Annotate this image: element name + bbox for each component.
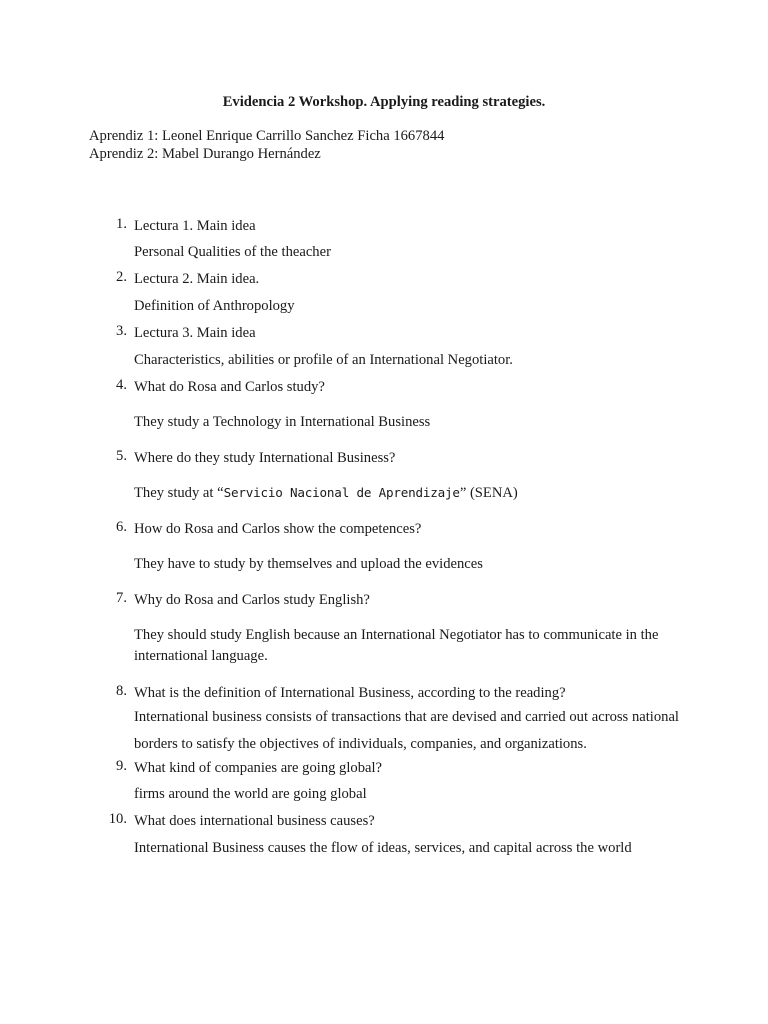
item-number: 3. — [116, 323, 127, 339]
item-question: What does international business causes? — [134, 813, 375, 829]
question-list — [89, 216, 689, 858]
list-item — [89, 216, 689, 262]
item-number: 5. — [116, 448, 127, 464]
answer-prefix: They study at “ — [134, 485, 224, 501]
item-answer: International business consists of transactions that are devised and carried out across national borders to satisfy the objectives of individuals, companies, and organizations. — [134, 709, 679, 752]
institution-name: Servicio Nacional de Aprendizaje — [223, 485, 460, 500]
authors-block — [89, 127, 444, 163]
item-question: Where do they study International Business? — [134, 450, 396, 466]
item-answer: firms around the world are going global — [134, 786, 367, 802]
item-question: What do Rosa and Carlos study? — [134, 379, 325, 395]
item-answer — [134, 483, 689, 503]
document-title: Evidencia 2 Workshop. Applying reading strategies. — [222, 94, 546, 110]
item-question: Lectura 1. Main idea — [134, 218, 256, 234]
item-answer: They study a Technology in International Business — [134, 414, 431, 430]
item-number: 1. — [116, 216, 127, 232]
list-item — [89, 683, 689, 758]
item-question: Lectura 3. Main idea — [134, 325, 256, 341]
item-question: How do Rosa and Carlos show the competences? — [134, 521, 422, 537]
item-answer: They have to study by themselves and upload the evidences — [134, 556, 483, 572]
list-item — [89, 269, 689, 316]
item-number: 2. — [116, 269, 127, 285]
list-item — [89, 323, 689, 370]
item-number: 6. — [116, 519, 127, 535]
list-item — [89, 519, 689, 574]
item-number: 8. — [116, 683, 127, 699]
item-answer: Characteristics, abilities or profile of an International Negotiator. — [134, 352, 513, 368]
item-answer: Personal Qualities of the theacher — [134, 244, 331, 260]
answer-suffix: ” (SENA) — [459, 485, 518, 501]
item-question: Why do Rosa and Carlos study English? — [134, 592, 370, 608]
list-item — [89, 377, 689, 432]
author-line-1: Aprendiz 1: Leonel Enrique Carrillo Sanchez Ficha 1667844 — [89, 128, 445, 144]
list-item — [89, 758, 689, 804]
author-line-2: Aprendiz 2: Mabel Durango Hernández — [89, 146, 321, 162]
item-number: 4. — [116, 377, 127, 393]
item-question: What is the definition of International Business, according to the reading? — [134, 685, 566, 701]
list-item — [89, 590, 689, 667]
item-question: Lectura 2. Main idea. — [134, 271, 260, 287]
item-answer: Definition of Anthropology — [134, 298, 295, 314]
item-answer: International Business causes the flow of ideas, services, and capital across the world — [134, 840, 632, 856]
item-number: 10. — [108, 811, 127, 827]
item-question: What kind of companies are going global? — [134, 760, 383, 776]
list-item — [89, 448, 689, 503]
item-answer: They should study English because an International Negotiator has to communicate in the international language. — [134, 627, 659, 664]
item-number: 7. — [116, 590, 127, 606]
list-item — [89, 811, 689, 858]
item-number: 9. — [116, 758, 127, 774]
